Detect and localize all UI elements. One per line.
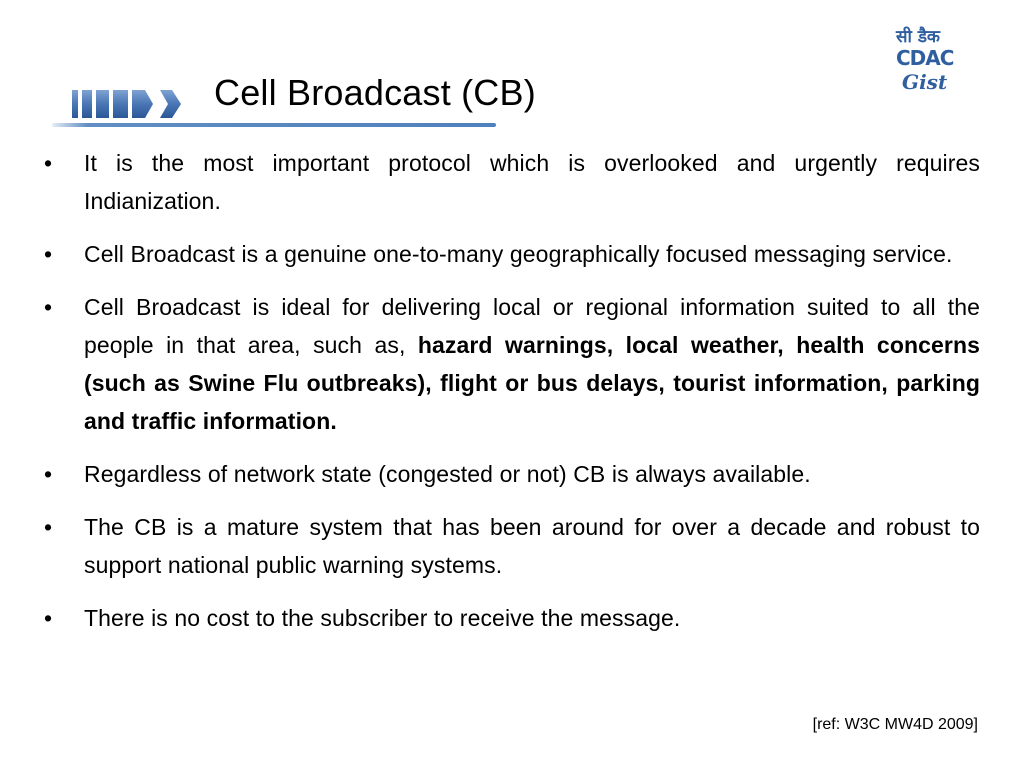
logo-brand-text: CDAC: [896, 46, 954, 70]
cdac-gist-logo: [888, 22, 972, 106]
bullet-text: There is no cost to the subscriber to receive the message.: [84, 605, 681, 631]
bullet-item: [44, 455, 980, 493]
slide-title: Cell Broadcast (CB): [214, 72, 536, 113]
bullet-text: It is the most important protocol which is overlooked and urgently requires Indianization.: [84, 150, 980, 214]
bullet-list: [44, 144, 980, 652]
bullet-text: The CB is a mature system that has been around for over a decade and robust to support national public warning systems.: [84, 514, 980, 578]
logo-hindi-text: सी डैक: [896, 27, 940, 47]
bullet-item: [44, 599, 980, 637]
bullet-bold-text: hazard warnings, local weather, health concerns (such as Swine Flu outbreaks), flight or bus delays, tourist information, parking and traffic information.: [84, 332, 980, 434]
reference-citation: [ref: W3C MW4D 2009]: [812, 716, 978, 733]
bullet-text: Cell Broadcast is ideal for delivering local or regional information suited to all the people in that area, such as,: [84, 294, 980, 358]
bullet-text: Regardless of network state (congested or not) CB is always available.: [84, 461, 811, 487]
bullet-item: [44, 144, 980, 220]
bullet-item: [44, 235, 980, 273]
logo-subtitle-text: Gist: [902, 70, 948, 94]
bullet-item: [44, 288, 980, 440]
bullet-text: Cell Broadcast is a genuine one-to-many geographically focused messaging service.: [84, 241, 953, 267]
bullet-item: [44, 508, 980, 584]
